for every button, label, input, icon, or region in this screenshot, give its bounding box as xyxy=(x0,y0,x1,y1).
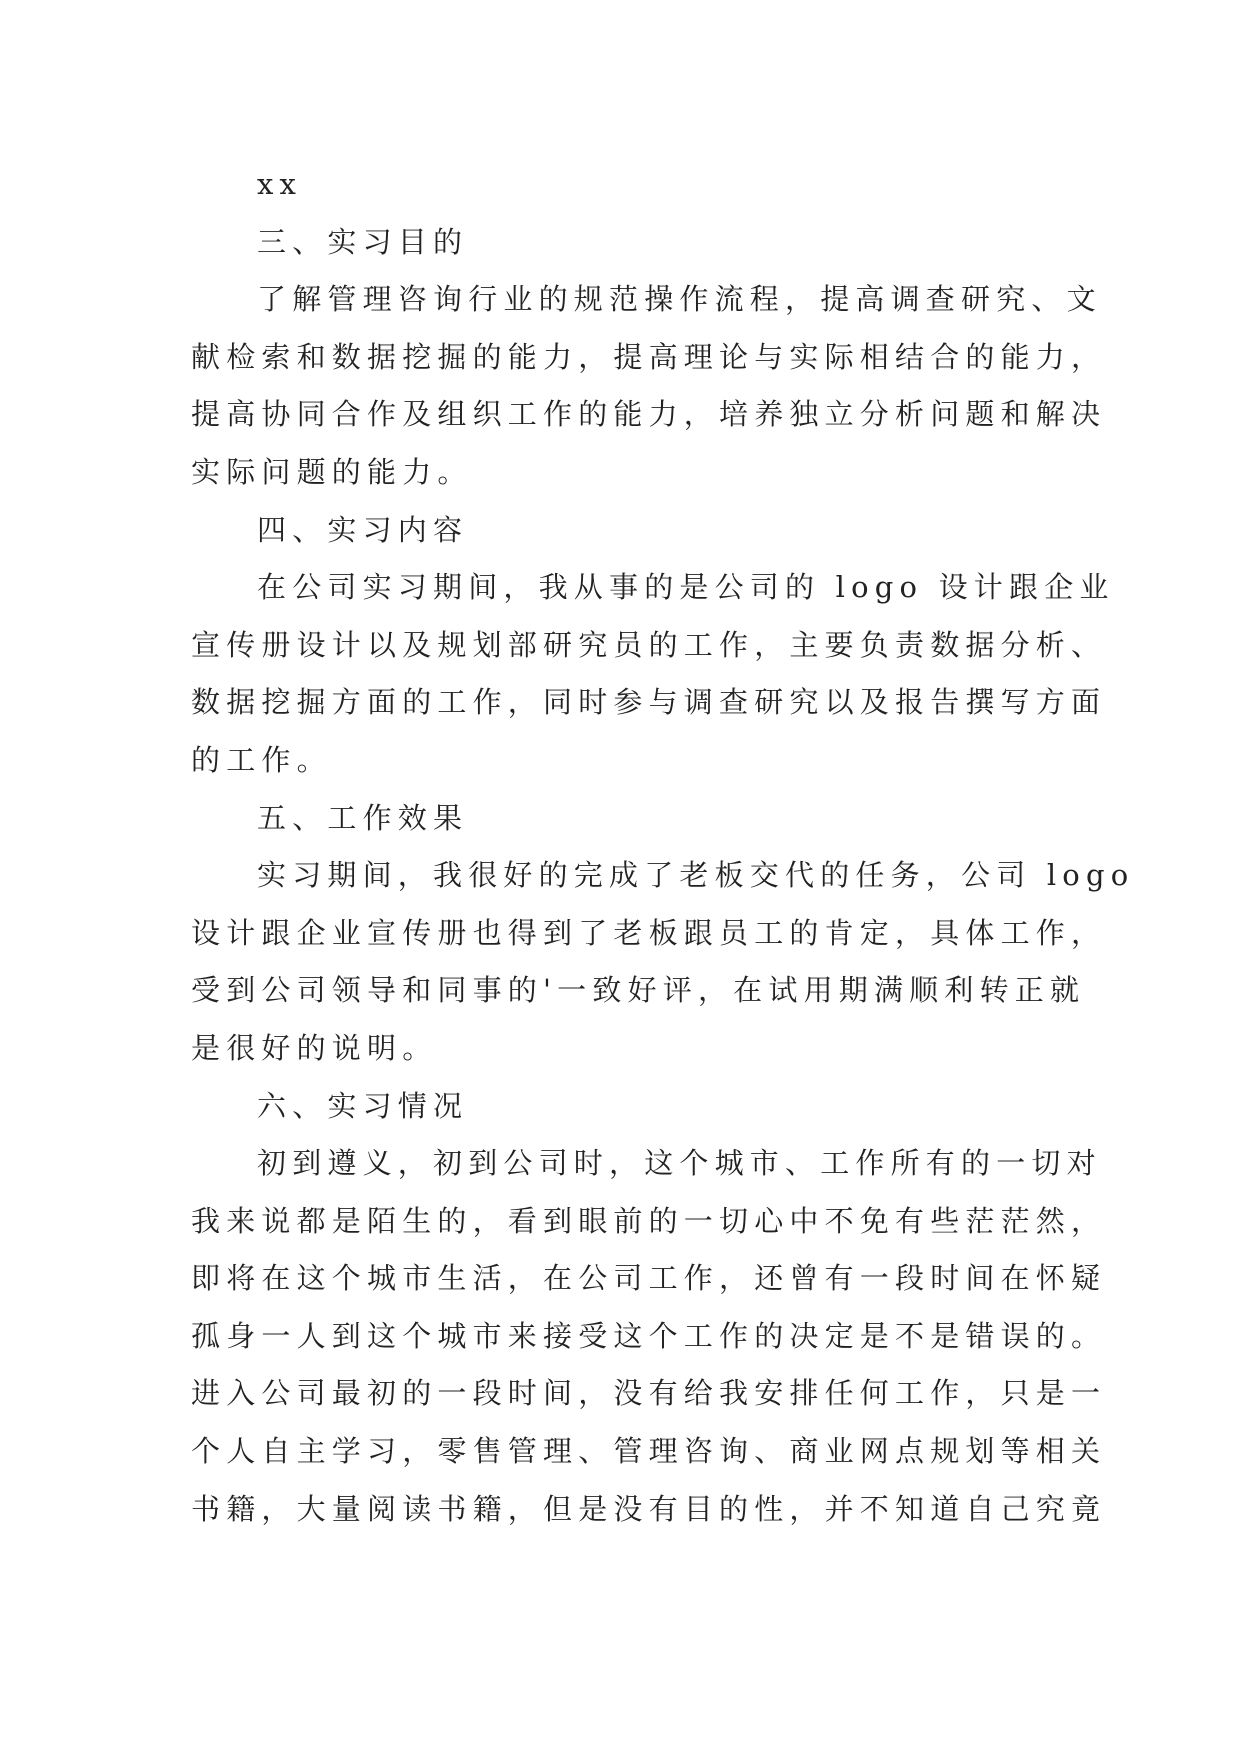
section-heading-situation: 六、实习情况 xyxy=(257,1088,469,1123)
paragraph-line: 初到遵义，初到公司时，这个城市、工作所有的一切对 xyxy=(257,1146,1102,1181)
paragraph-line: 进入公司最初的一段时间，没有给我安排任何工作，只是一 xyxy=(191,1376,1107,1411)
paragraph-line: 实习期间，我很好的完成了老板交代的任务，公司 logo xyxy=(257,858,1135,893)
paragraph-line: 献检索和数据挖掘的能力，提高理论与实际相结合的能力， xyxy=(191,339,1107,374)
paragraph-line: 是很好的说明。 xyxy=(191,1030,438,1065)
paragraph-line: 个人自主学习，零售管理、管理咨询、商业网点规划等相关 xyxy=(191,1434,1107,1469)
paragraph-line: 实际问题的能力。 xyxy=(191,454,473,489)
paragraph-line: 数据挖掘方面的工作，同时参与调查研究以及报告撰写方面 xyxy=(191,685,1107,720)
paragraph-line: 即将在这个城市生活，在公司工作，还曾有一段时间在怀疑 xyxy=(191,1261,1107,1296)
paragraph-line: 书籍，大量阅读书籍，但是没有目的性，并不知道自己究竟 xyxy=(191,1491,1107,1526)
section-heading-results: 五、工作效果 xyxy=(257,800,469,835)
text-line-xx: xx xyxy=(257,167,303,201)
paragraph-line: 我来说都是陌生的，看到眼前的一切心中不免有些茫茫然， xyxy=(191,1203,1107,1238)
paragraph-line: 在公司实习期间，我从事的是公司的 logo 设计跟企业 xyxy=(257,570,1115,605)
paragraph-line: 的工作。 xyxy=(191,742,332,777)
paragraph-line: 孤身一人到这个城市来接受这个工作的决定是不是错误的。 xyxy=(191,1318,1107,1353)
paragraph-line: 设计跟企业宣传册也得到了老板跟员工的肯定，具体工作， xyxy=(191,915,1107,950)
paragraph-line: 提高协同合作及组织工作的能力，培养独立分析问题和解决 xyxy=(191,397,1107,432)
document-body xyxy=(191,156,1135,1538)
paragraph-line: 宣传册设计以及规划部研究员的工作，主要负责数据分析、 xyxy=(191,627,1107,662)
paragraph-line: 了解管理咨询行业的规范操作流程，提高调查研究、文 xyxy=(257,282,1102,317)
paragraph-line: 受到公司领导和同事的'一致好评，在试用期满顺利转正就 xyxy=(191,973,1086,1008)
section-heading-content: 四、实习内容 xyxy=(257,512,469,547)
section-heading-purpose: 三、实习目的 xyxy=(257,224,469,259)
